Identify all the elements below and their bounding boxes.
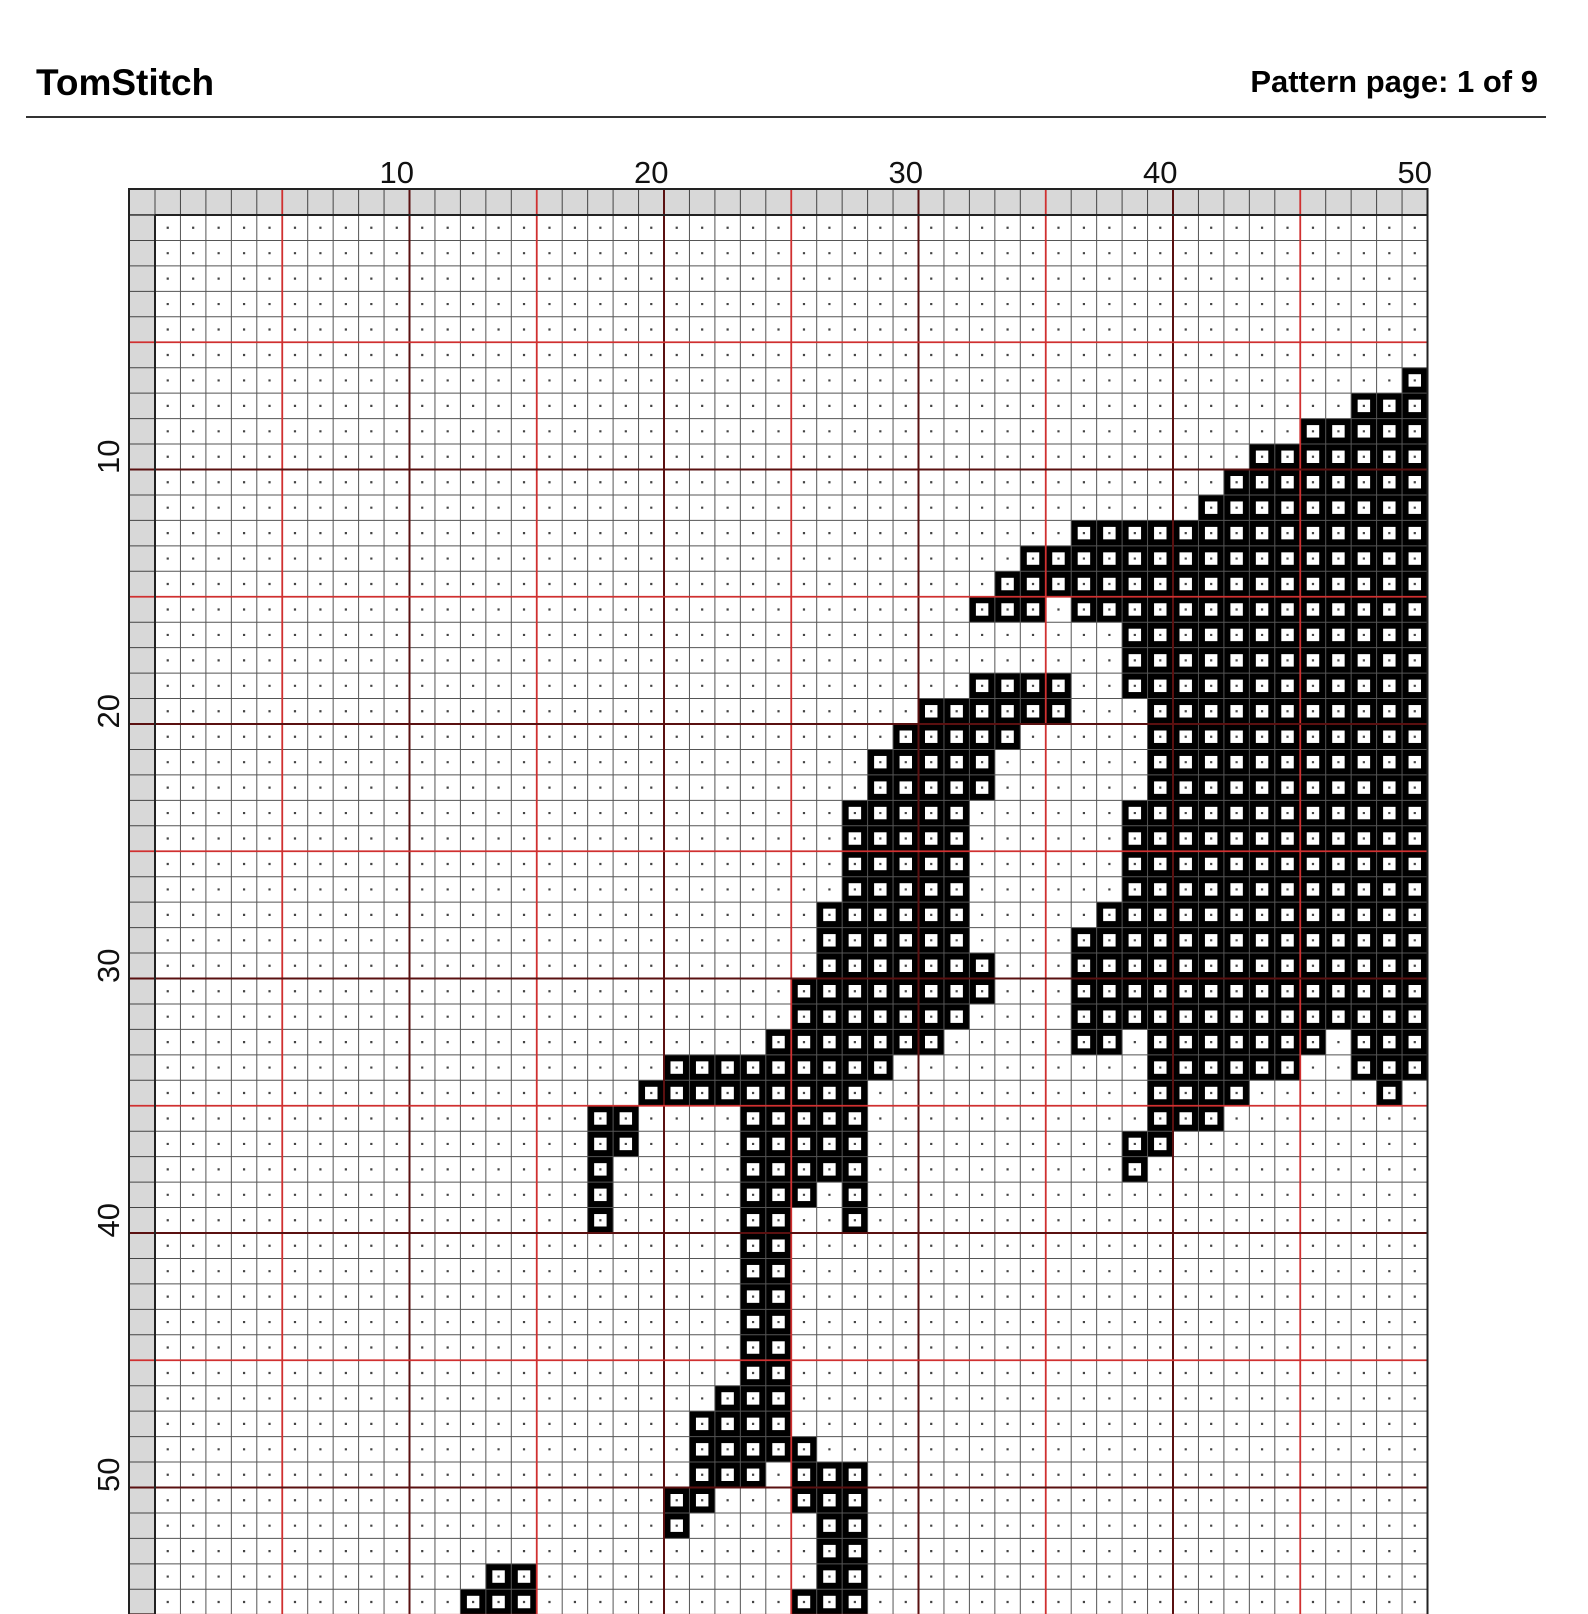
row-label: 50	[91, 1457, 126, 1493]
column-label: 40	[1143, 155, 1178, 190]
column-label: 20	[634, 155, 669, 190]
column-label: 30	[888, 155, 924, 190]
column-label: 50	[1397, 155, 1433, 190]
row-label: 10	[91, 439, 126, 475]
row-label: 30	[91, 948, 126, 984]
row-label: 40	[91, 1203, 126, 1238]
row-label: 20	[91, 694, 126, 729]
page-indicator: Pattern page: 1 of 9	[1250, 64, 1538, 99]
top-ruler	[129, 189, 1428, 215]
left-ruler	[129, 215, 155, 1614]
brand-title: TomStitch	[36, 62, 215, 103]
column-label: 10	[379, 155, 415, 190]
